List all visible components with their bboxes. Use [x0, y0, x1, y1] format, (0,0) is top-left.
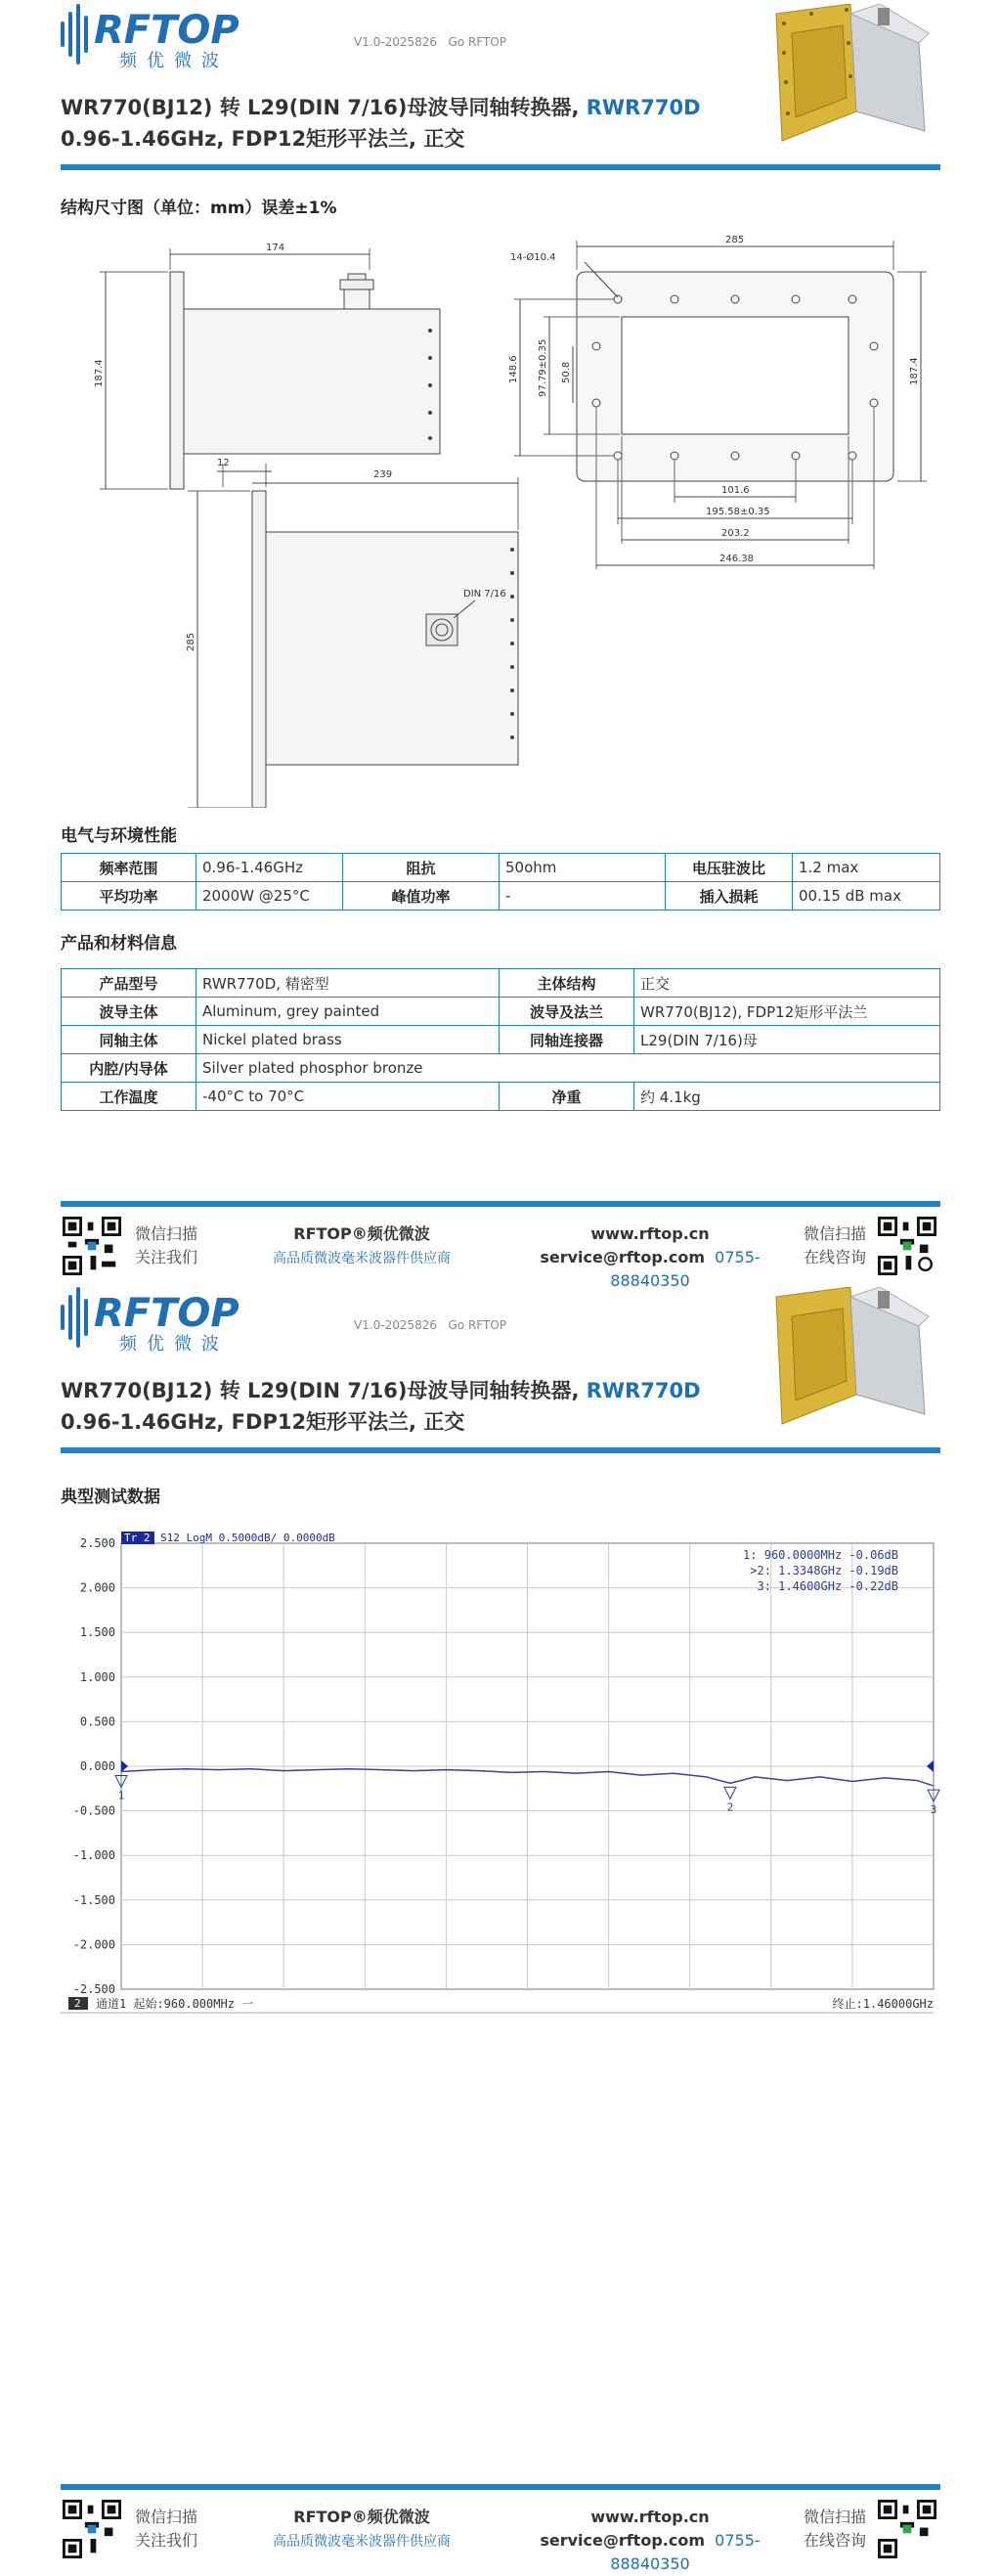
dim-101: 101.6	[721, 485, 750, 496]
table-row	[62, 854, 940, 882]
cell-label: 产品型号	[62, 969, 196, 998]
cell-label: 波导主体	[62, 998, 196, 1026]
footer-wechat-label: 微信扫描 关注我们	[135, 2508, 198, 2550]
cell-label: 内腔/内导体	[62, 1054, 196, 1083]
cell-label: 插入损耗	[666, 882, 793, 910]
cell-label: 净重	[500, 1083, 634, 1111]
footer-wechat-label: 微信扫描 关注我们	[135, 1224, 198, 1266]
section-dimensions: 结构尺寸图（单位：mm）误差±1%	[61, 199, 337, 218]
dim-285-flange: 285	[725, 235, 745, 245]
brand-cn: 频优微波	[119, 1334, 229, 1355]
table-row	[62, 1026, 940, 1054]
brand-cn: 频优微波	[119, 51, 229, 71]
cell-label: 电压驻波比	[666, 854, 793, 882]
s12-chart	[61, 1530, 940, 2019]
version-label: V1.0-2025826 Go RFTOP	[354, 35, 507, 49]
holes-label: 14-Ø10.4	[510, 252, 556, 263]
y-tick-label: -2.500	[72, 1982, 115, 1996]
y-tick-label: -2.000	[72, 1937, 115, 1952]
logo-text: RFTOP	[94, 8, 239, 53]
y-tick-label: -0.500	[72, 1803, 115, 1818]
cell-label: 同轴主体	[62, 1026, 196, 1054]
chart-svg	[61, 1530, 940, 2019]
logo-text: RFTOP	[94, 1291, 239, 1336]
dim-187-side: 187.4	[94, 359, 105, 387]
cell-label: 阻抗	[343, 854, 500, 882]
cell-value: 00.15 dB max	[793, 882, 940, 910]
qr-code-icon[interactable]	[63, 1217, 121, 1275]
cell-value: Silver plated phosphor bronze	[196, 1054, 940, 1083]
trace-header: S12 LogM 0.5000dB/ 0.0000dB	[160, 1532, 335, 1544]
dim-239: 239	[373, 469, 393, 480]
y-tick-label: 1.000	[79, 1669, 115, 1684]
cell-label: 工作温度	[62, 1083, 196, 1111]
version-label: V1.0-2025826 Go RFTOP	[354, 1318, 507, 1332]
din-label: DIN 7/16	[463, 589, 506, 600]
electrical-table	[61, 853, 940, 910]
dim-148: 148.6	[508, 355, 519, 383]
marker-readout: 1: 960.0000MHz -0.06dB	[743, 1548, 898, 1562]
dim-97: 97.79±0.35	[538, 338, 548, 397]
marker-label: 1	[117, 1789, 125, 1802]
y-tick-label: 1.500	[79, 1625, 115, 1640]
footer-brand: RFTOP®频优微波 高品质微波毫米波器件供应商	[273, 2508, 451, 2550]
cell-label: 峰值功率	[343, 882, 500, 910]
marker-label: 2	[726, 1800, 734, 1814]
section-electrical: 电气与环境性能	[61, 826, 177, 846]
dim-203: 203.2	[721, 528, 750, 539]
cell-value: L29(DIN 7/16)母	[634, 1026, 940, 1054]
table-row	[62, 1054, 940, 1083]
channel-number: 2	[74, 1997, 81, 2010]
footer-start: 通道1 起始:960.000MHz 一	[96, 1997, 254, 2011]
cell-label: 主体结构	[500, 969, 634, 998]
qr-code-icon[interactable]	[63, 2500, 121, 2558]
header-divider	[61, 1447, 940, 1453]
cell-value: 0.96-1.46GHz	[196, 854, 343, 882]
product-subtitle: 0.96-1.46GHz, FDP12矩形平法兰, 正交	[61, 127, 465, 151]
cell-label: 波导及法兰	[500, 998, 634, 1026]
marker-readout: 3: 1.4600GHz -0.22dB	[757, 1579, 898, 1593]
y-tick-label: -1.500	[72, 1892, 115, 1907]
qr-code-icon[interactable]	[878, 2500, 936, 2558]
dim-12: 12	[217, 458, 230, 468]
trace-label: Tr 2	[124, 1532, 151, 1544]
footer-contact: www.rftop.cn service@rftop.com 0755-88840350	[540, 2508, 761, 2573]
dim-195: 195.58±0.35	[706, 507, 770, 517]
marker-label: 3	[930, 1803, 937, 1817]
material-table	[61, 968, 940, 1111]
cell-value: 50ohm	[500, 854, 666, 882]
header-divider	[61, 164, 940, 170]
y-tick-label: 0.000	[79, 1759, 115, 1773]
dim-174: 174	[266, 243, 285, 253]
dim-285-side: 285	[186, 632, 196, 651]
cell-value: RWR770D, 精密型	[196, 969, 500, 998]
footer-contact: www.rftop.cn service@rftop.com 0755-88840350	[540, 1224, 761, 1290]
product-title: WR770(BJ12) 转 L29(DIN 7/16)母波导同轴转换器, RWR770D	[61, 96, 701, 119]
dim-508: 50.8	[561, 361, 572, 383]
dim-187-flange: 187.4	[909, 357, 920, 385]
y-tick-label: 0.500	[79, 1714, 115, 1729]
y-tick-label: 2.500	[79, 1536, 115, 1550]
qr-code-icon[interactable]	[878, 1217, 936, 1275]
product-photo	[762, 1287, 936, 1434]
footer-divider	[61, 1201, 940, 1207]
cell-value: 2000W @25°C	[196, 882, 343, 910]
footer-stop: 终止:1.46000GHz	[832, 1997, 934, 2011]
marker-readout: >2: 1.3348GHz -0.19dB	[750, 1564, 898, 1577]
cell-label: 平均功率	[62, 882, 196, 910]
section-test: 典型测试数据	[61, 1488, 160, 1507]
table-row	[62, 998, 940, 1026]
dim-246: 246.38	[719, 554, 754, 564]
y-tick-label: -1.000	[72, 1848, 115, 1863]
table-row	[62, 882, 940, 910]
cell-value: Aluminum, grey painted	[196, 998, 500, 1026]
product-subtitle: 0.96-1.46GHz, FDP12矩形平法兰, 正交	[61, 1410, 465, 1434]
cell-label: 频率范围	[62, 854, 196, 882]
cell-value: Nickel plated brass	[196, 1026, 500, 1054]
footer-consult-label: 微信扫描 在线咨询	[804, 2508, 867, 2550]
footer-consult-label: 微信扫描 在线咨询	[804, 1224, 867, 1266]
product-photo	[762, 4, 936, 151]
product-title: WR770(BJ12) 转 L29(DIN 7/16)母波导同轴转换器, RWR770D	[61, 1379, 701, 1402]
table-row	[62, 969, 940, 998]
cell-label: 同轴连接器	[500, 1026, 634, 1054]
footer-divider	[61, 2484, 940, 2490]
footer-brand: RFTOP®频优微波 高品质微波毫米波器件供应商	[273, 1224, 451, 1266]
cell-value: 正交	[634, 969, 940, 998]
cell-value: -	[500, 882, 666, 910]
table-row	[62, 1083, 940, 1111]
dimension-drawing	[61, 221, 940, 808]
cell-value: WR770(BJ12), FDP12矩形平法兰	[634, 998, 940, 1026]
section-material: 产品和材料信息	[61, 934, 177, 954]
cell-value: 约 4.1kg	[634, 1083, 940, 1111]
cell-value: -40°C to 70°C	[196, 1083, 500, 1111]
y-tick-label: 2.000	[79, 1580, 115, 1595]
cell-value: 1.2 max	[793, 854, 940, 882]
